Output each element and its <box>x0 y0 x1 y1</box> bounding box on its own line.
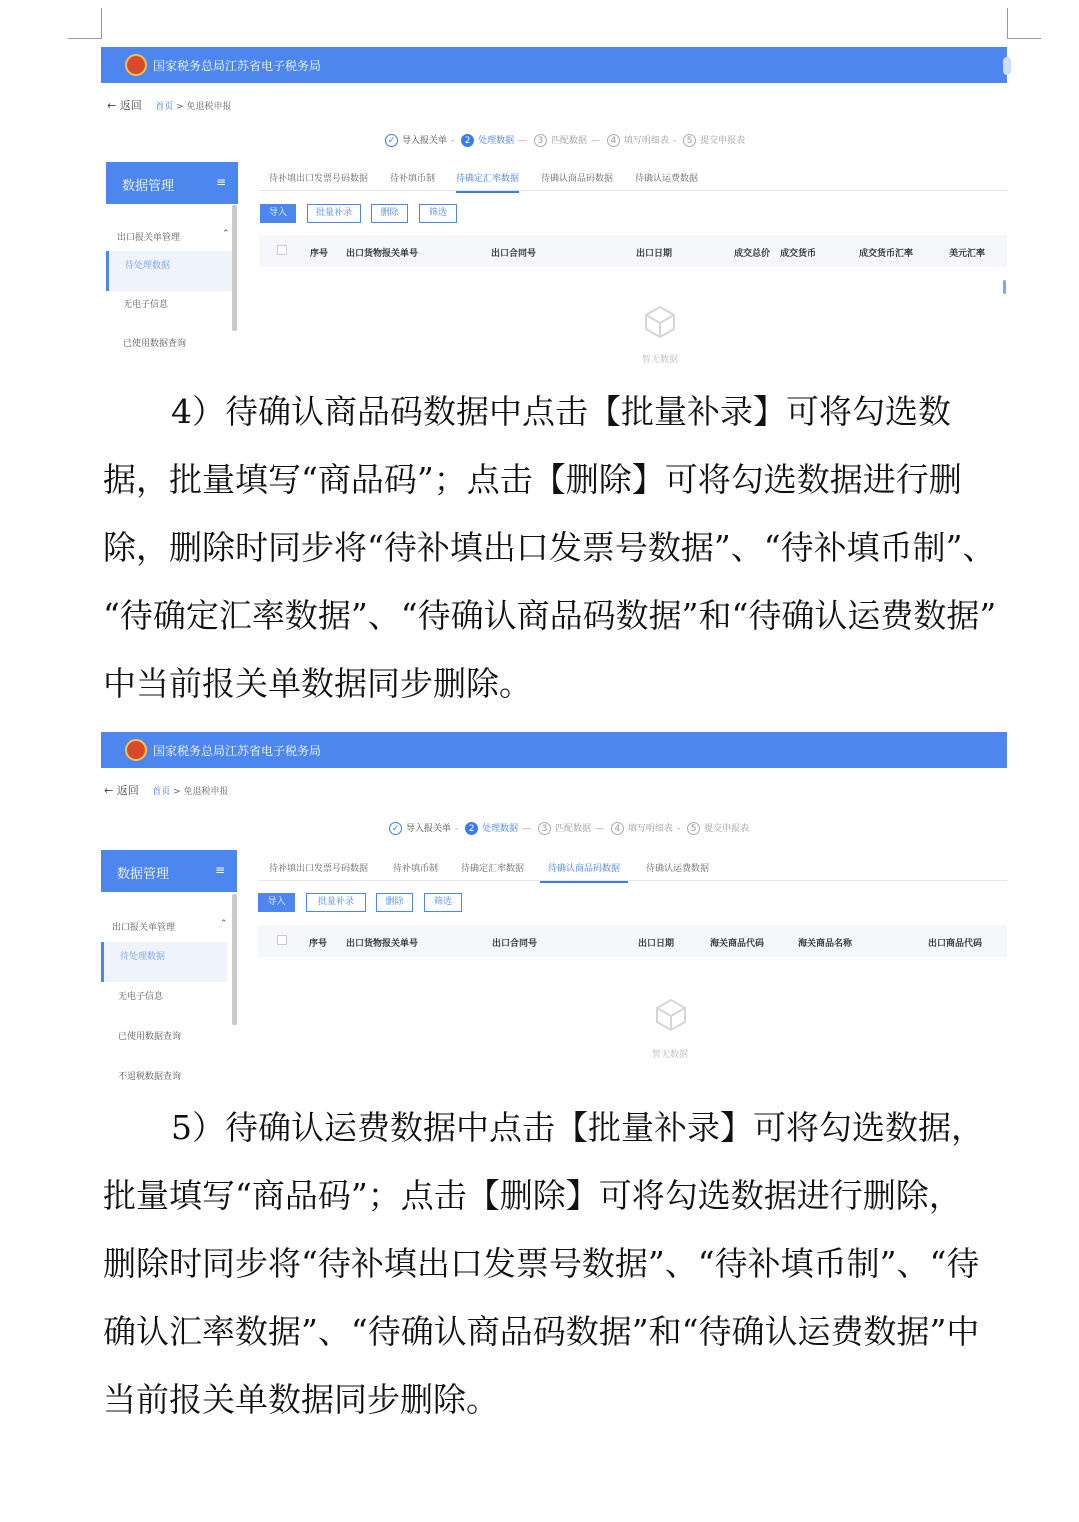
tab-pending-freight[interactable]: 待确认运费数据 <box>635 174 699 184</box>
step-sep: - <box>672 136 677 146</box>
paragraph-5-line-5: 当前报关单数据同步删除。 <box>103 1380 499 1419</box>
breadcrumb-separator: > <box>173 787 181 797</box>
empty-box-icon <box>643 305 677 339</box>
sidebar-item-no-electronic-info[interactable]: 无电子信息 <box>118 992 164 1002</box>
column-header-customs-code: 海关商品代码 <box>710 939 765 949</box>
table-header <box>258 925 1007 957</box>
header-bar <box>101 732 1007 768</box>
column-header-export-date: 出口日期 <box>638 939 675 949</box>
batch-supplement-button[interactable]: 批量补录 <box>307 204 361 223</box>
paragraph-4-line-1: 4）待确认商品码数据中点击【批量补录】可将勾选数 <box>171 392 951 431</box>
sidebar-group-export-declaration[interactable]: 出口报关单管理 <box>117 233 181 243</box>
tab-bar <box>259 852 1007 881</box>
sidebar-scrollbar[interactable] <box>232 894 237 1025</box>
step-4-number: 4 <box>611 822 624 835</box>
breadcrumb-separator: > <box>176 102 184 112</box>
sidebar-header <box>106 162 238 204</box>
crop-mark-top-right-h <box>1007 38 1041 39</box>
nav-row <box>107 97 232 113</box>
sidebar-group-export-declaration[interactable]: 出口报关单管理 <box>112 923 176 933</box>
header-title: 国家税务总局江苏省电子税务局 <box>153 59 322 73</box>
sidebar-item-no-electronic-info[interactable]: 无电子信息 <box>123 300 169 310</box>
step-sep: — <box>595 824 605 834</box>
step-3-number: 3 <box>538 822 551 835</box>
crop-mark-top-left-h <box>68 38 102 39</box>
tab-pending-invoice-number[interactable]: 待补填出口发票号码数据 <box>269 864 369 874</box>
step-2-label: 处理数据 <box>482 824 519 834</box>
empty-state-text: 暂无数据 <box>652 1050 689 1060</box>
back-link[interactable]: 返回 <box>119 99 142 112</box>
column-header-index: 序号 <box>309 939 328 949</box>
step-5-label: 提交申报表 <box>704 824 750 834</box>
step-3-label: 匹配数据 <box>555 824 592 834</box>
breadcrumb <box>155 102 231 112</box>
column-header-export-commodity-code: 出口商品代码 <box>928 939 983 949</box>
column-header-currency: 成交货币 <box>780 249 817 259</box>
chevron-up-icon[interactable]: ⌃ <box>220 919 228 929</box>
sidebar-scrollbar[interactable] <box>232 205 237 331</box>
sidebar-title: 数据管理 <box>122 179 175 194</box>
sidebar-item-non-refund-query[interactable]: 不退税数据查询 <box>118 1072 182 1082</box>
sidebar-item-pending-data[interactable]: 待处理数据 <box>125 261 171 271</box>
screenshot-1 <box>101 47 1007 367</box>
step-1-label: 导入报关单 <box>402 136 448 146</box>
step-indicator <box>385 133 749 147</box>
select-all-checkbox[interactable] <box>277 245 287 255</box>
step-2-label: 处理数据 <box>478 136 515 146</box>
tab-pending-invoice-number[interactable]: 待补填出口发票号码数据 <box>269 174 369 184</box>
step-2-number: 2 <box>465 822 478 835</box>
header-edge-handle <box>1003 57 1011 75</box>
sidebar-active-highlight <box>106 251 232 291</box>
tax-emblem-icon <box>125 54 147 76</box>
paragraph-4-line-5: 中当前报关单数据同步删除。 <box>103 664 532 703</box>
paragraph-4-line-4: “待确定汇率数据”、“待确认商品码数据”和“待确认运费数据” <box>103 596 997 635</box>
filter-button[interactable]: 筛选 <box>424 893 462 912</box>
sidebar-item-used-data-query[interactable]: 已使用数据查询 <box>118 1032 182 1042</box>
sidebar-item-pending-data[interactable]: 待处理数据 <box>120 952 166 962</box>
paragraph-5-line-2: 批量填写“商品码”；点击【删除】可将勾选数据进行删除， <box>103 1176 962 1215</box>
select-all-checkbox[interactable] <box>277 935 287 945</box>
column-header-total-price: 成交总价 <box>734 249 771 259</box>
crop-mark-top-right-v <box>1007 8 1008 38</box>
screenshot-2 <box>101 732 1007 1087</box>
step-4-label: 填写明细表 <box>623 136 669 146</box>
paragraph-5-line-1: 5）待确认运费数据中点击【批量补录】可将勾选数据， <box>171 1108 984 1147</box>
empty-box-icon <box>654 998 688 1032</box>
column-header-contract-no: 出口合同号 <box>492 939 538 949</box>
step-1-check-icon: ✓ <box>385 134 398 147</box>
tab-pending-freight[interactable]: 待确认运费数据 <box>646 864 710 874</box>
sidebar-active-highlight <box>101 942 227 982</box>
step-4-number: 4 <box>607 134 620 147</box>
column-header-declaration-no: 出口货物报关单号 <box>346 249 419 259</box>
empty-state-text: 暂无数据 <box>642 355 679 365</box>
menu-collapse-icon[interactable]: ≡ <box>215 175 226 189</box>
step-sep: - <box>455 824 459 834</box>
column-header-customs-name: 海关商品名称 <box>798 939 853 949</box>
tab-pending-currency[interactable]: 待补填币制 <box>393 864 439 874</box>
breadcrumb-home[interactable]: 首页 <box>152 787 171 797</box>
tax-emblem-icon <box>125 739 147 761</box>
batch-supplement-button[interactable]: 批量补录 <box>306 893 366 912</box>
crop-mark-top-left-v <box>101 8 102 38</box>
sidebar-item-used-data-query[interactable]: 已使用数据查询 <box>123 339 187 349</box>
delete-button[interactable]: 删除 <box>376 893 413 912</box>
step-indicator <box>389 821 753 835</box>
paragraph-4 <box>103 378 1015 718</box>
breadcrumb-home[interactable]: 首页 <box>155 102 174 112</box>
step-5-number: 5 <box>683 134 696 147</box>
column-header-export-date: 出口日期 <box>636 249 673 259</box>
step-5-label: 提交申报表 <box>700 136 746 146</box>
tab-pending-commodity-code[interactable]: 待确认商品码数据 <box>541 174 614 184</box>
tab-pending-commodity-code[interactable]: 待确认商品码数据 <box>540 861 628 883</box>
column-header-contract-no: 出口合同号 <box>491 249 537 259</box>
delete-button[interactable]: 删除 <box>371 204 408 223</box>
header-bar <box>101 47 1007 83</box>
filter-button[interactable]: 筛选 <box>419 204 457 223</box>
column-header-declaration-no: 出口货物报关单号 <box>346 939 419 949</box>
back-arrow-icon[interactable]: ← <box>107 99 117 112</box>
sidebar-title: 数据管理 <box>117 867 170 882</box>
menu-collapse-icon[interactable]: ≡ <box>214 863 225 877</box>
chevron-up-icon[interactable]: ⌃ <box>222 229 230 239</box>
breadcrumb-current: 免退税申报 <box>186 102 232 112</box>
paragraph-5 <box>103 1094 1015 1434</box>
paragraph-4-line-2: 据，批量填写“商品码”；点击【删除】可将勾选数据进行删 <box>103 460 962 499</box>
step-4-label: 填写明细表 <box>627 824 673 834</box>
step-sep: - <box>451 136 455 146</box>
step-5-number: 5 <box>687 822 700 835</box>
header-title: 国家税务总局江苏省电子税务局 <box>153 744 322 758</box>
step-sep: — <box>591 136 601 146</box>
back-arrow-icon[interactable]: ← <box>104 784 114 797</box>
column-header-index: 序号 <box>310 249 329 259</box>
step-1-check-icon: ✓ <box>389 822 402 835</box>
step-1-label: 导入报关单 <box>406 824 452 834</box>
paragraph-5-line-3: 删除时同步将“待补填出口发票号数据”、“待补填币制”、“待 <box>103 1244 980 1283</box>
step-3-label: 匹配数据 <box>551 136 588 146</box>
step-sep: — <box>522 824 532 834</box>
sidebar-header <box>101 850 237 892</box>
breadcrumb <box>152 787 228 797</box>
step-2-number: 2 <box>461 134 474 147</box>
tab-pending-currency[interactable]: 待补填币制 <box>390 174 436 184</box>
paragraph-4-line-3: 除，删除时同步将“待补填出口发票号数据”、“待补填币制”、 <box>103 528 996 567</box>
import-button[interactable]: 导入 <box>260 204 296 223</box>
step-sep: — <box>518 136 528 146</box>
tab-bar <box>259 162 1007 191</box>
paragraph-5-line-4: 确认汇率数据”、“待确认商品码数据”和“待确认运费数据”中 <box>103 1312 980 1351</box>
tab-pending-exchange-rate[interactable]: 待确定汇率数据 <box>456 171 519 193</box>
column-header-currency-rate: 成交货币汇率 <box>859 249 914 259</box>
breadcrumb-current: 免退税申报 <box>183 787 229 797</box>
nav-row <box>104 782 229 798</box>
column-header-usd-rate: 美元汇率 <box>949 249 986 259</box>
table-header <box>259 235 1007 267</box>
back-link[interactable]: 返回 <box>116 784 139 797</box>
tab-pending-exchange-rate[interactable]: 待确定汇率数据 <box>461 864 525 874</box>
step-3-number: 3 <box>534 134 547 147</box>
step-sep: - <box>676 824 681 834</box>
table-scroll-handle[interactable] <box>1003 280 1006 294</box>
import-button[interactable]: 导入 <box>258 893 295 912</box>
